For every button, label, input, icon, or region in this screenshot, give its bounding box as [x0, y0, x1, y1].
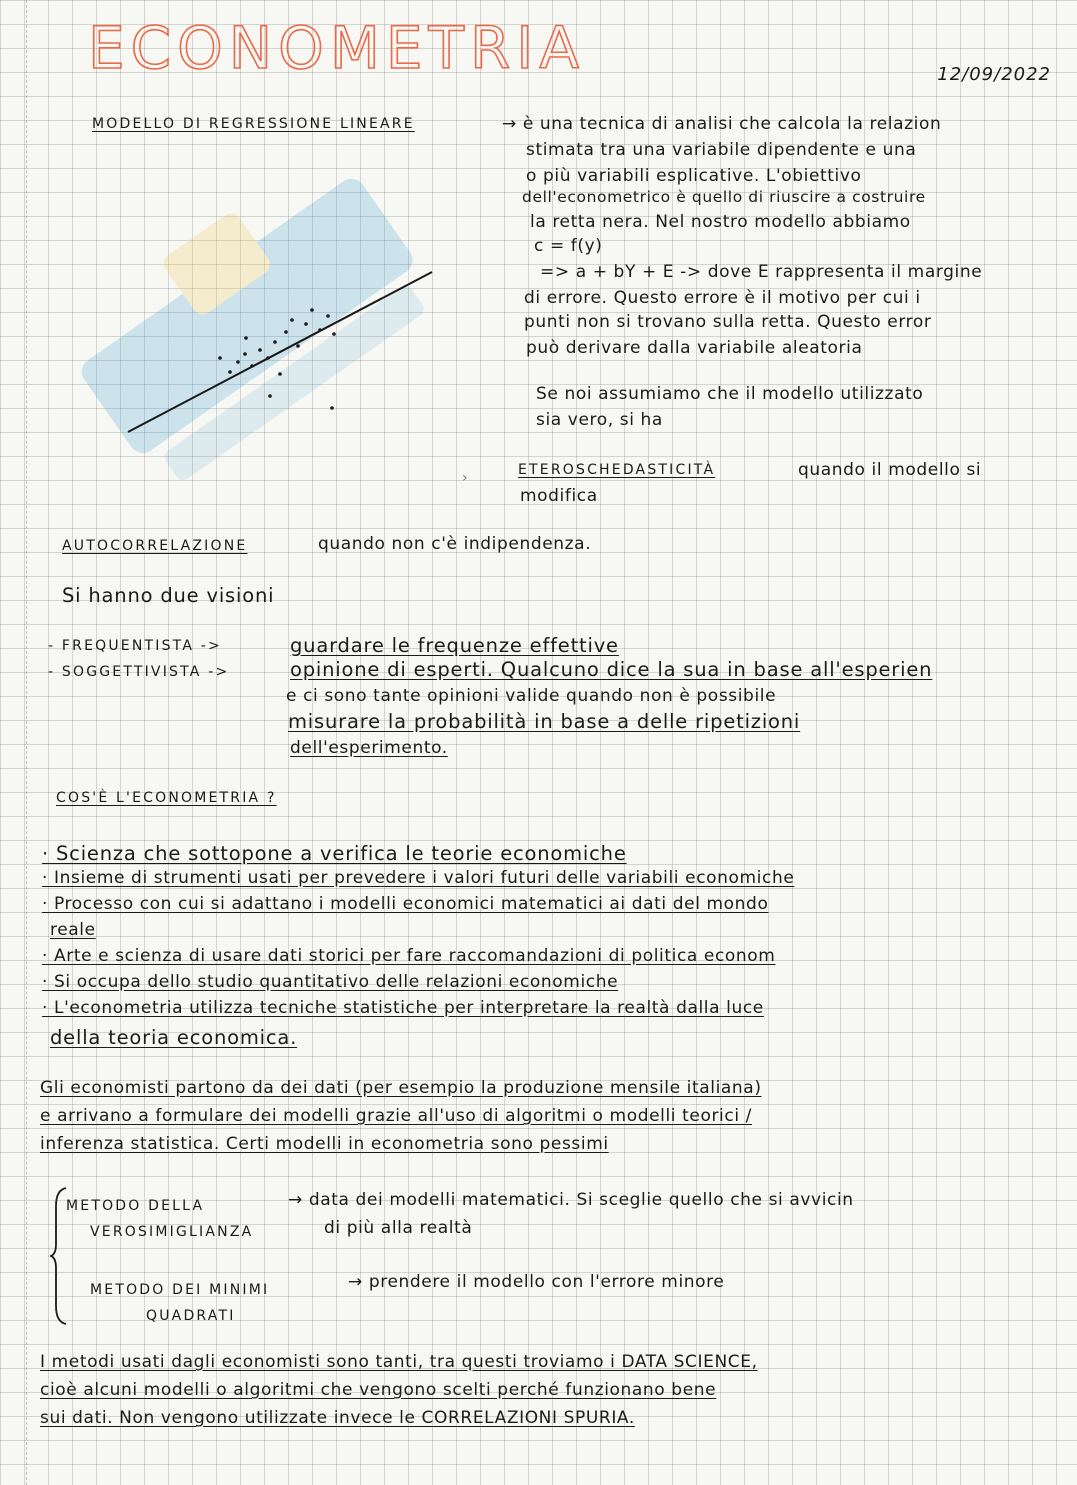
closing-line-1: I metodi usati dagli economisti sono tanti, tra questi troviamo i DATA SCIENCE, [40, 1352, 758, 1372]
economists-line-2: e arrivano a formulare dei modelli grazie all'uso di algoritmi o modelli teorici / [40, 1106, 752, 1126]
whatis-bullet-1: · Scienza che sottopone a verifica le teorie economiche [42, 842, 627, 865]
whatis-bullet-6: · L'econometria utilizza tecniche statistiche per interpretare la realtà dalla luce [42, 998, 764, 1018]
autocorr-text: quando non c'è indipendenza. [318, 534, 592, 554]
method-2-label-1: METODO DEI MINIMI [90, 1282, 270, 1298]
small-arrow-mark: › [462, 470, 468, 486]
method-1-label-1: METODO DELLA [66, 1198, 205, 1214]
whatis-bullet-3-cont: reale [50, 920, 96, 940]
subjectivist-line-4: dell'esperimento. [290, 738, 448, 758]
frequentist-label: - FREQUENTISTA -> [48, 638, 222, 654]
regression-line-8: di errore. Questo errore è il motivo per cui i [524, 288, 921, 308]
regression-line-7: => a + bY + E -> dove E rappresenta il margine [540, 262, 983, 282]
whatis-bullet-5: · Si occupa dello studio quantitativo delle relazioni economiche [42, 972, 619, 992]
subjectivist-line-2: e ci sono tante opinioni valide quando non è possibile [286, 686, 777, 706]
regression-line-9: punti non si trovano sulla retta. Questo error [524, 312, 932, 332]
whatis-bullet-2: · Insieme di strumenti usati per prevedere i valori futuri delle variabili economiche [42, 868, 795, 888]
economists-line-3: inferenza statistica. Certi modelli in econometria sono pessimi [40, 1134, 609, 1154]
subjectivist-label: - SOGGETTIVISTA -> [48, 664, 230, 680]
assume-line-1: Se noi assumiamo che il modello utilizzato [536, 384, 924, 404]
regression-line-sketch [128, 272, 432, 432]
whatis-bullet-4: · Arte e scienza di usare dati storici per fare raccomandazioni di politica econom [42, 946, 776, 966]
method-1-label-2: VEROSIMIGLIANZA [90, 1224, 254, 1240]
regression-line-10: può derivare dalla variabile aleatoria [526, 338, 863, 358]
assume-line-2: sia vero, si ha [536, 410, 663, 430]
page-date: 12/09/2022 [937, 64, 1051, 85]
page-margin-line [26, 0, 27, 1485]
method-2-label-2: QUADRATI [146, 1308, 236, 1324]
page-title: ECONOMETRIA [88, 14, 586, 82]
scatter-points [218, 308, 336, 410]
regression-line-3: o più variabili esplicative. L'obiettivo [526, 166, 862, 186]
regression-line-4: dell'econometrico è quello di riuscire a costruire [522, 188, 926, 206]
hetero-label: ETEROSCHEDASTICITÀ [518, 462, 716, 478]
whatis-bullet-6-cont: della teoria economica. [50, 1026, 298, 1049]
method-1-text-1: → data dei modelli matematici. Si sceglie quello che si avvicin [288, 1190, 854, 1210]
regression-sketch [120, 262, 450, 442]
regression-line-5: la retta nera. Nel nostro modello abbiamo [530, 212, 911, 232]
method-1-text-2: di più alla realtà [324, 1218, 473, 1238]
regression-heading: MODELLO DI REGRESSIONE LINEARE [92, 116, 415, 132]
closing-line-2: cioè alcuni modelli o algoritmi che vengono scelti perché funzionano bene [40, 1380, 717, 1400]
whatis-question: COS'È L'ECONOMETRIA ? [56, 790, 277, 806]
visions-intro: Si hanno due visioni [62, 584, 275, 607]
subjectivist-line-1: opinione di esperti. Qualcuno dice la sua in base all'esperien [290, 658, 933, 681]
hetero-text-2: modifica [520, 486, 598, 506]
regression-line-1: → è una tecnica di analisi che calcola la relazion [502, 114, 942, 134]
closing-line-3: sui dati. Non vengono utilizzate invece le CORRELAZIONI SPURIA. [40, 1408, 635, 1428]
regression-formula: c = f(y) [534, 236, 603, 256]
autocorr-label: AUTOCORRELAZIONE [62, 538, 248, 554]
frequentist-text: guardare le frequenze effettive [290, 634, 619, 657]
hetero-text-1: quando il modello si [798, 460, 982, 480]
method-2-text: → prendere il modello con l'errore minore [348, 1272, 725, 1292]
subjectivist-line-3: misurare la probabilità in base a delle ripetizioni [288, 710, 801, 733]
whatis-bullet-3: · Processo con cui si adattano i modelli economici matematici ai dati del mondo [42, 894, 769, 914]
economists-line-1: Gli economisti partono da dei dati (per esempio la produzione mensile italiana) [40, 1078, 762, 1098]
regression-line-2: stimata tra una variabile dipendente e una [526, 140, 917, 160]
